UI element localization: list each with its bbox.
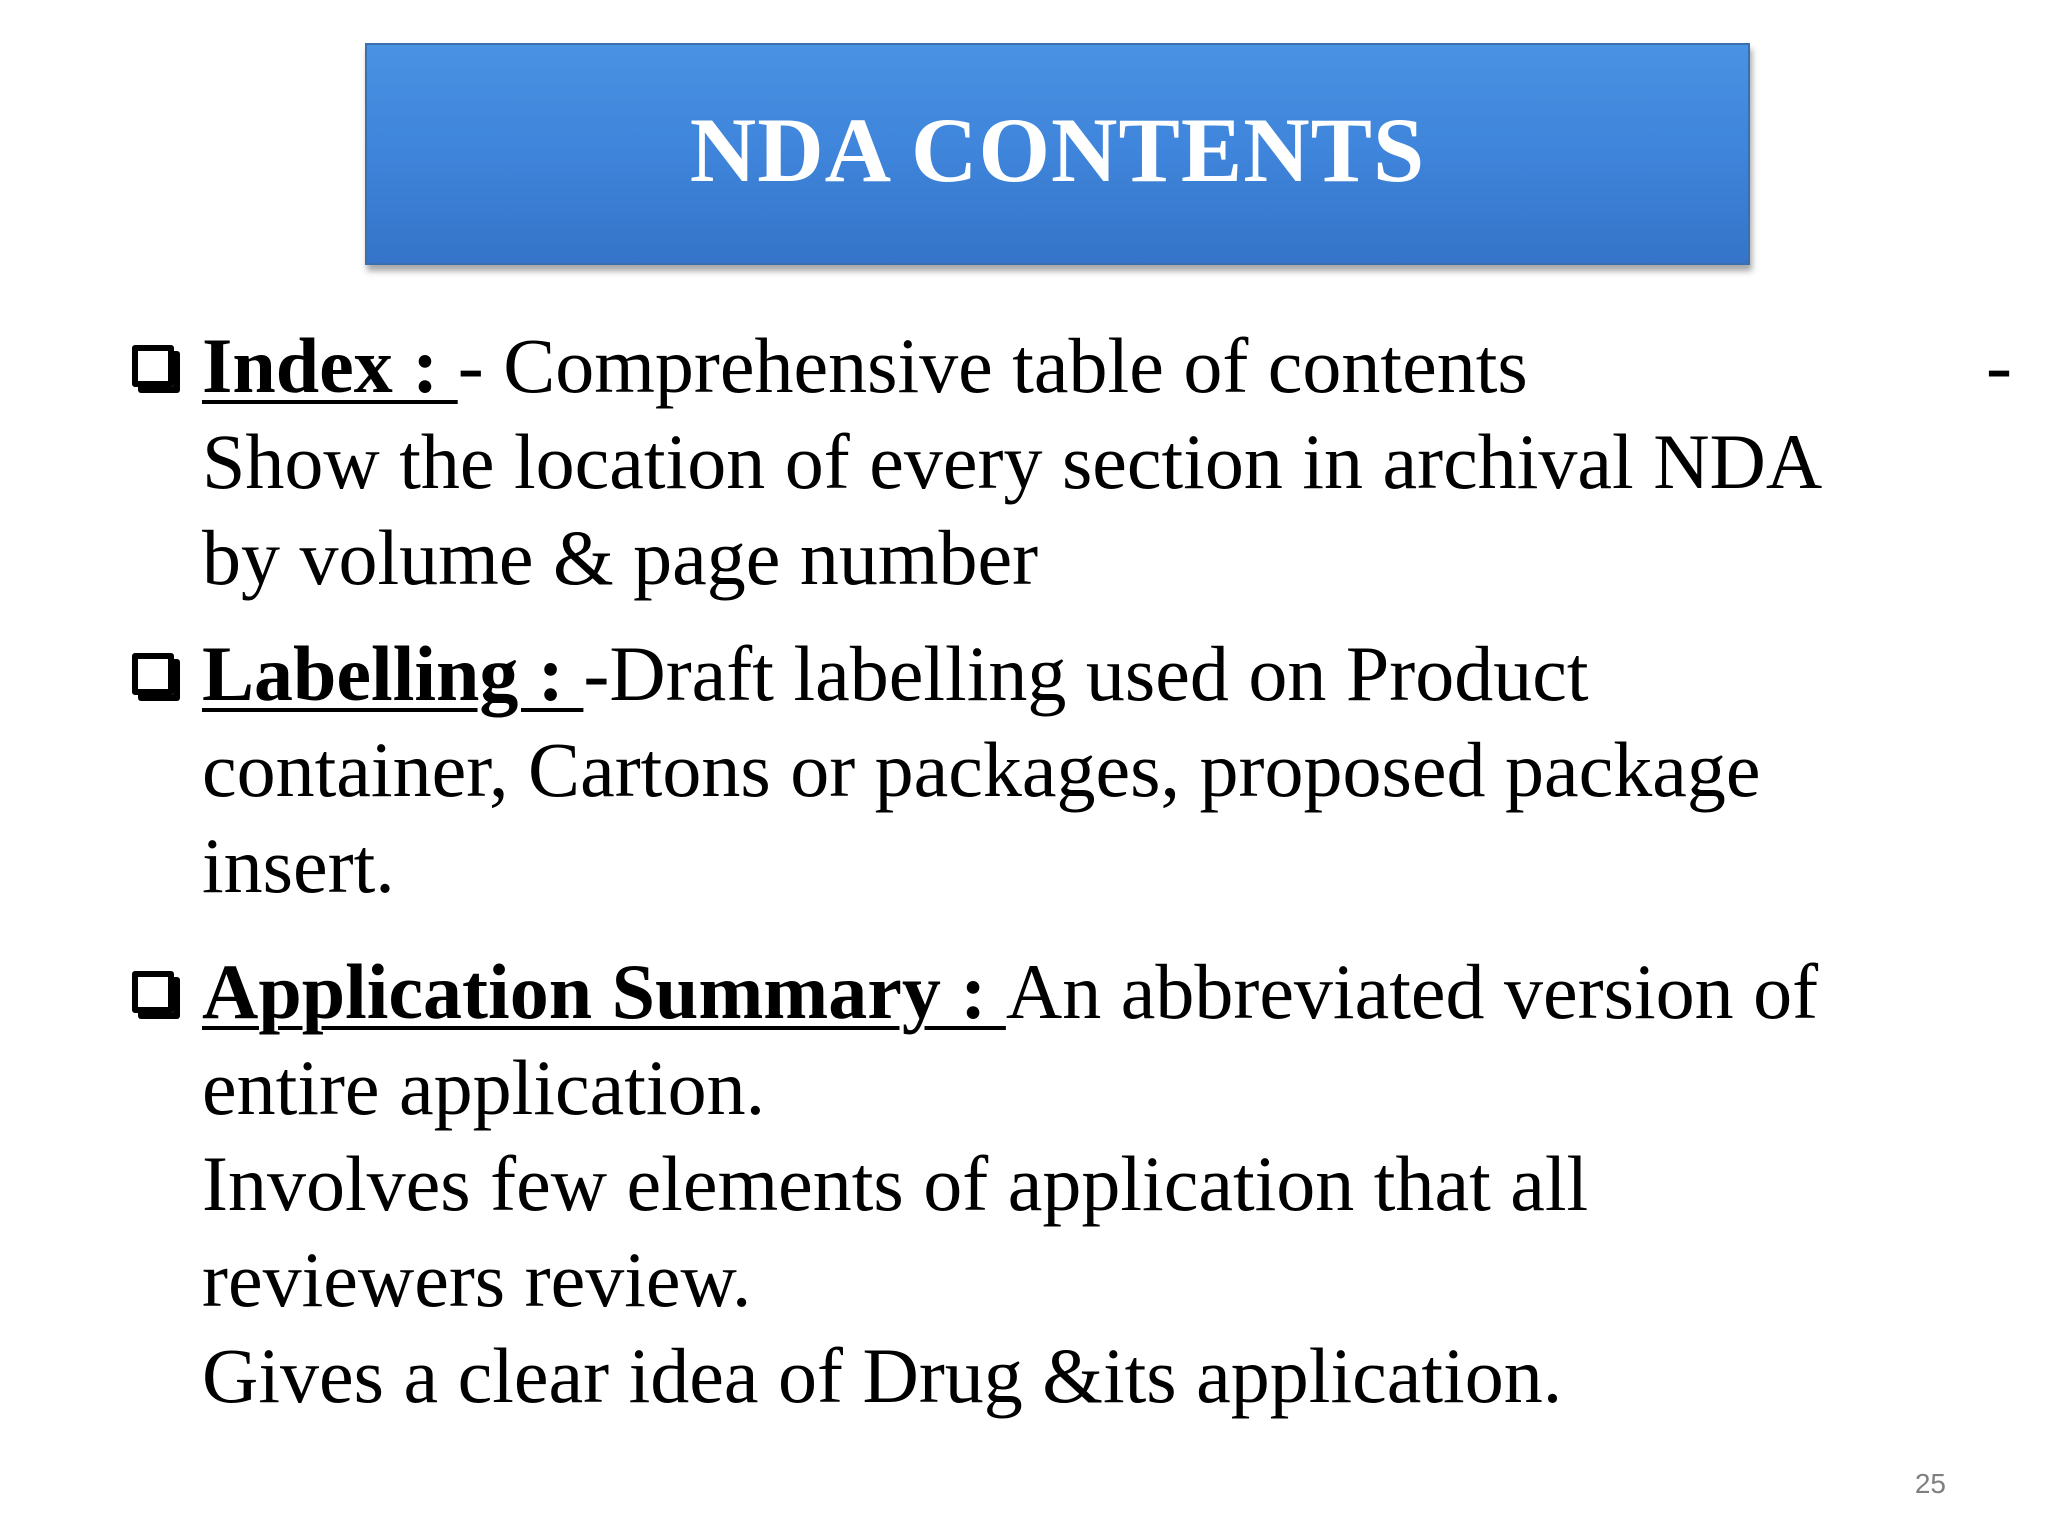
title-banner (365, 43, 1750, 265)
bullet-text: -Draft labelling used on Product (583, 630, 1589, 717)
bullet-term: Application Summary : (202, 948, 1006, 1035)
slide-title: NDA CONTENTS (689, 99, 1426, 201)
bullet-text-line: reviewers review. (202, 1236, 752, 1323)
bullet-text-line: insert. (202, 822, 395, 909)
bullet-text: - Comprehensive table of contents (457, 322, 1528, 409)
trailing-dash: - (1986, 322, 2012, 409)
bullet-first-line (202, 318, 2012, 414)
checkbox-bullet-icon (132, 971, 174, 1013)
bullet-text: An abbreviated version of (1005, 948, 1819, 1035)
bullet-item-index (128, 318, 2012, 606)
bullet-list (128, 318, 2012, 1424)
bullet-text-line: Show the location of every section in archival NDA (202, 418, 1823, 505)
bullet-term: Labelling : (202, 630, 584, 717)
bullet-first-line (202, 944, 1948, 1040)
bullet-text-line: by volume & page number (202, 514, 1039, 601)
bullet-text-line: entire application. (202, 1044, 766, 1131)
bullet-first-line (202, 626, 1948, 722)
bullet-text-line: Involves few elements of application that all (202, 1140, 1589, 1227)
checkbox-bullet-icon (132, 653, 174, 695)
bullet-term: Index : (202, 322, 458, 409)
bullet-item-labelling (128, 626, 1948, 914)
bullet-text-line: Gives a clear idea of Drug &its application. (202, 1332, 1563, 1419)
checkbox-bullet-icon (132, 345, 174, 387)
page-number: 25 (1914, 1468, 1946, 1499)
bullet-text-line: container, Cartons or packages, proposed package (202, 726, 1761, 813)
bullet-item-application-summary (128, 944, 1948, 1424)
